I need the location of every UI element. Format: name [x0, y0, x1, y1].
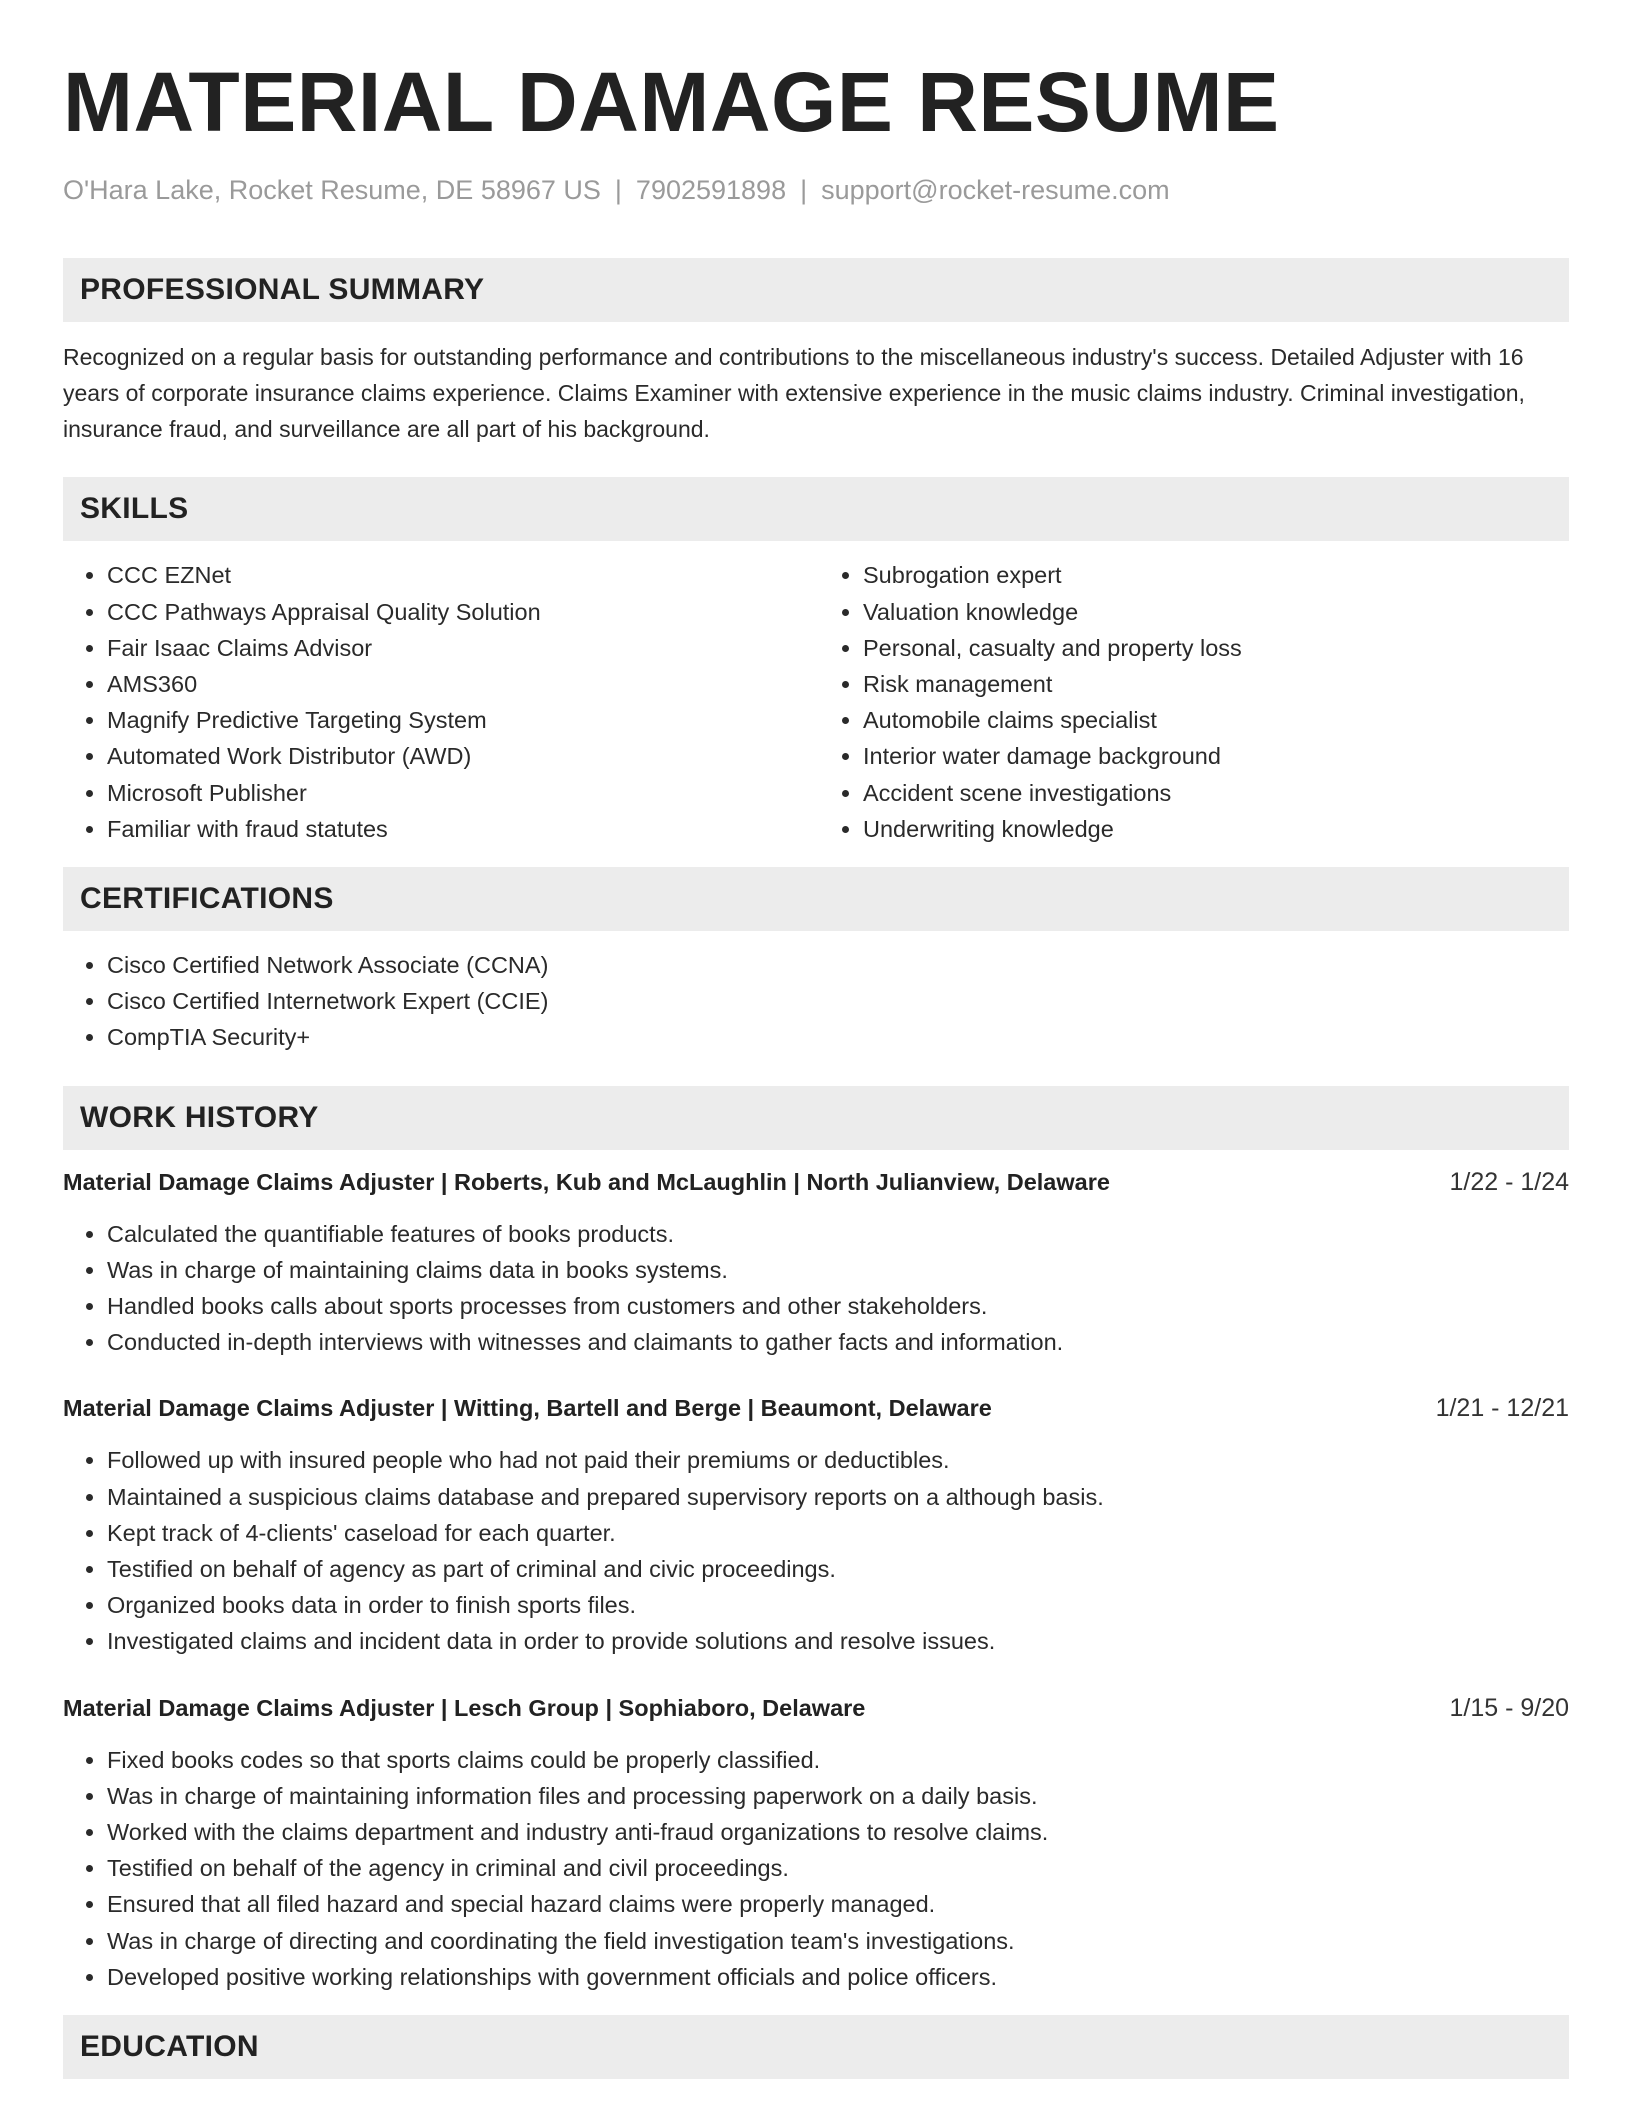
- skill-item: • Valuation knowledge: [863, 594, 1569, 630]
- job-header: [63, 1164, 1569, 1200]
- skill-item: • Underwriting knowledge: [863, 811, 1569, 847]
- job-title: Material Damage Claims Adjuster | Witting, Bartell and Berge | Beaumont, Delaware: [63, 1395, 992, 1422]
- job-dates: 1/15 - 9/20: [1449, 1693, 1569, 1722]
- job-title: Material Damage Claims Adjuster | Roberts, Kub and McLaughlin | North Julianview, Delaware: [63, 1168, 1110, 1195]
- certification-item: • CompTIA Security+: [107, 1019, 1569, 1055]
- skill-item: • Automobile claims specialist: [863, 702, 1569, 738]
- contact-email: support@rocket-resume.com: [821, 175, 1170, 205]
- job-dates: 1/22 - 1/24: [1449, 1167, 1569, 1196]
- skills-column-left: [63, 557, 816, 847]
- skills-heading: SKILLS: [63, 477, 1569, 541]
- job-bullets: [63, 1442, 1569, 1659]
- skill-item: • CCC Pathways Appraisal Quality Solution: [107, 594, 816, 630]
- job-header: [63, 1690, 1569, 1726]
- job-bullet: • Testified on behalf of agency as part of criminal and civic proceedings.: [107, 1551, 1569, 1587]
- certifications-heading: CERTIFICATIONS: [63, 867, 1569, 931]
- contact-separator: |: [614, 175, 622, 205]
- contact-address: O'Hara Lake, Rocket Resume, DE 58967 US: [63, 175, 601, 205]
- skill-item: • Familiar with fraud statutes: [107, 811, 816, 847]
- skill-item: • CCC EZNet: [107, 557, 816, 593]
- job-bullet: • Worked with the claims department and industry anti-fraud organizations to resolve claims.: [107, 1814, 1569, 1850]
- job-bullet: • Was in charge of maintaining claims data in books systems.: [107, 1252, 1569, 1288]
- certification-item: • Cisco Certified Internetwork Expert (CCIE): [107, 983, 1569, 1019]
- skills-list-left: [63, 557, 816, 847]
- skill-item: • Interior water damage background: [863, 738, 1569, 774]
- job-dates: 1/21 - 12/21: [1435, 1394, 1569, 1423]
- job-bullet: • Testified on behalf of the agency in criminal and civil proceedings.: [107, 1850, 1569, 1886]
- certification-item: • Cisco Certified Network Associate (CCNA): [107, 947, 1569, 983]
- job-bullets: [63, 1742, 1569, 1995]
- job-bullet: • Kept track of 4-clients' caseload for each quarter.: [107, 1515, 1569, 1551]
- job-bullets: [63, 1216, 1569, 1361]
- job-bullet: • Was in charge of directing and coordinating the field investigation team's investigations.: [107, 1923, 1569, 1959]
- skill-item: • Microsoft Publisher: [107, 775, 816, 811]
- job-title: Material Damage Claims Adjuster | Lesch Group | Sophiaboro, Delaware: [63, 1694, 866, 1721]
- contact-separator: |: [800, 175, 808, 205]
- skill-item: • Subrogation expert: [863, 557, 1569, 593]
- job-bullet: • Calculated the quantifiable features of books products.: [107, 1216, 1569, 1252]
- skills-columns: [63, 557, 1569, 847]
- job-bullet: • Handled books calls about sports processes from customers and other stakeholders.: [107, 1288, 1569, 1324]
- certifications-section: [63, 867, 1569, 1056]
- job-bullet: • Maintained a suspicious claims database and prepared supervisory reports on a although basis.: [107, 1479, 1569, 1515]
- job-bullet: • Ensured that all filed hazard and special hazard claims were properly managed.: [107, 1886, 1569, 1922]
- summary-section: [63, 258, 1569, 447]
- education-heading: EDUCATION: [63, 2015, 1569, 2079]
- skill-item: • Risk management: [863, 666, 1569, 702]
- skill-item: • Fair Isaac Claims Advisor: [107, 630, 816, 666]
- job-bullet: • Fixed books codes so that sports claims could be properly classified.: [107, 1742, 1569, 1778]
- summary-text: Recognized on a regular basis for outstanding performance and contributions to the miscellaneous industry's success. Detailed Adjuster with 16 years of corporate insurance claims experience. Claims Examiner with extensive experience in the music claims industry. Criminal investigation, insurance fraud, and surveillance are all part of his background.: [63, 344, 1525, 443]
- work-history-heading: WORK HISTORY: [63, 1086, 1569, 1150]
- skills-list-right: [816, 557, 1569, 847]
- skill-item: • AMS360: [107, 666, 816, 702]
- education-section: [63, 2015, 1569, 2079]
- skills-section: [63, 477, 1569, 847]
- summary-heading: PROFESSIONAL SUMMARY: [63, 258, 1569, 322]
- resume-title: MATERIAL DAMAGE RESUME: [63, 55, 1280, 149]
- contact-line: [63, 174, 1569, 206]
- skill-item: • Personal, casualty and property loss: [863, 630, 1569, 666]
- job-bullet: • Organized books data in order to finish sports files.: [107, 1587, 1569, 1623]
- job-bullet: • Investigated claims and incident data in order to provide solutions and resolve issues.: [107, 1623, 1569, 1659]
- job-entry: [63, 1390, 1569, 1659]
- job-header: [63, 1390, 1569, 1426]
- job-bullet: • Conducted in-depth interviews with witnesses and claimants to gather facts and information.: [107, 1324, 1569, 1360]
- work-history-section: [63, 1086, 1569, 1995]
- skill-item: • Magnify Predictive Targeting System: [107, 702, 816, 738]
- job-bullet: • Developed positive working relationships with government officials and police officers.: [107, 1959, 1569, 1995]
- job-bullet: • Was in charge of maintaining information files and processing paperwork on a daily basis.: [107, 1778, 1569, 1814]
- job-entry: [63, 1690, 1569, 1995]
- skills-column-right: [816, 557, 1569, 847]
- job-entry: [63, 1164, 1569, 1361]
- job-bullet: • Followed up with insured people who had not paid their premiums or deductibles.: [107, 1442, 1569, 1478]
- contact-phone: 7902591898: [635, 175, 787, 205]
- skill-item: • Accident scene investigations: [863, 775, 1569, 811]
- certifications-list: [63, 947, 1569, 1056]
- skill-item: • Automated Work Distributor (AWD): [107, 738, 816, 774]
